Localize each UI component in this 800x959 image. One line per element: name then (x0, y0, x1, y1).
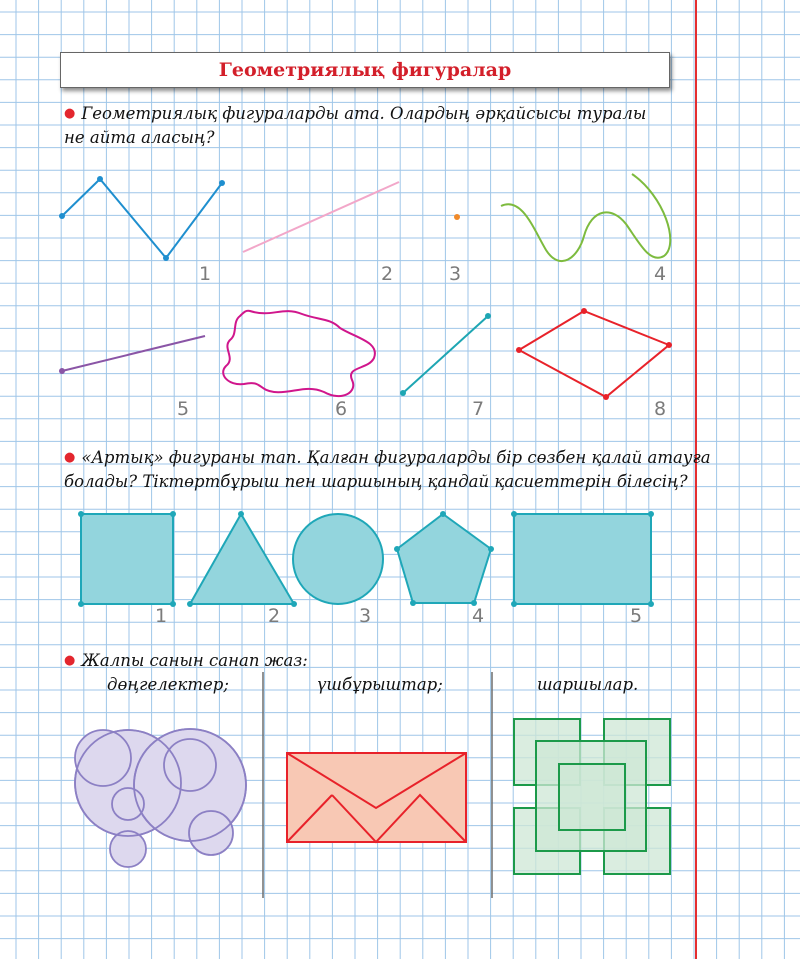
shape-number-3: 3 (359, 605, 372, 627)
figure-number-2: 2 (381, 263, 394, 285)
bullet-icon: ● (64, 450, 76, 465)
task2-line1: «Артық» фигураны тап. Қалған фигураларды бір сөзбен қалай атауға (81, 448, 711, 467)
figure-number-5: 5 (177, 398, 190, 420)
shape-number-2: 2 (268, 605, 281, 627)
bullet-icon: ● (64, 653, 76, 668)
bullet-icon: ● (64, 106, 76, 121)
task1-line1: Геометриялық фигураларды ата. Олардың әрқайсысы туралы (81, 104, 647, 123)
label-triangles: үшбұрыштар; (317, 675, 443, 694)
triangles-envelope (287, 753, 466, 842)
task3-line1: Жалпы санын санап жаз: (81, 651, 308, 670)
squares-pattern (514, 719, 670, 874)
label-circles: дөңгелектер; (107, 675, 229, 694)
figure-number-6: 6 (335, 398, 348, 420)
task1-line2: не айта аласың? (64, 128, 215, 147)
shape-number-4: 4 (472, 605, 485, 627)
label-squares: шаршылар. (537, 675, 639, 694)
figure-number-4: 4 (654, 263, 667, 285)
figure-number-7: 7 (472, 398, 485, 420)
shape-number-1: 1 (155, 605, 168, 627)
circles-group (75, 729, 246, 867)
task2-line2: болады? Тіктөртбұрыш пен шаршының қандай қасиеттерін білесің? (64, 472, 688, 491)
shape-number-5: 5 (630, 605, 643, 627)
figure-number-1: 1 (199, 263, 212, 285)
figure-number-8: 8 (654, 398, 667, 420)
page-title: Геометриялық фигуралар (218, 59, 512, 81)
figure-number-3: 3 (449, 263, 462, 285)
